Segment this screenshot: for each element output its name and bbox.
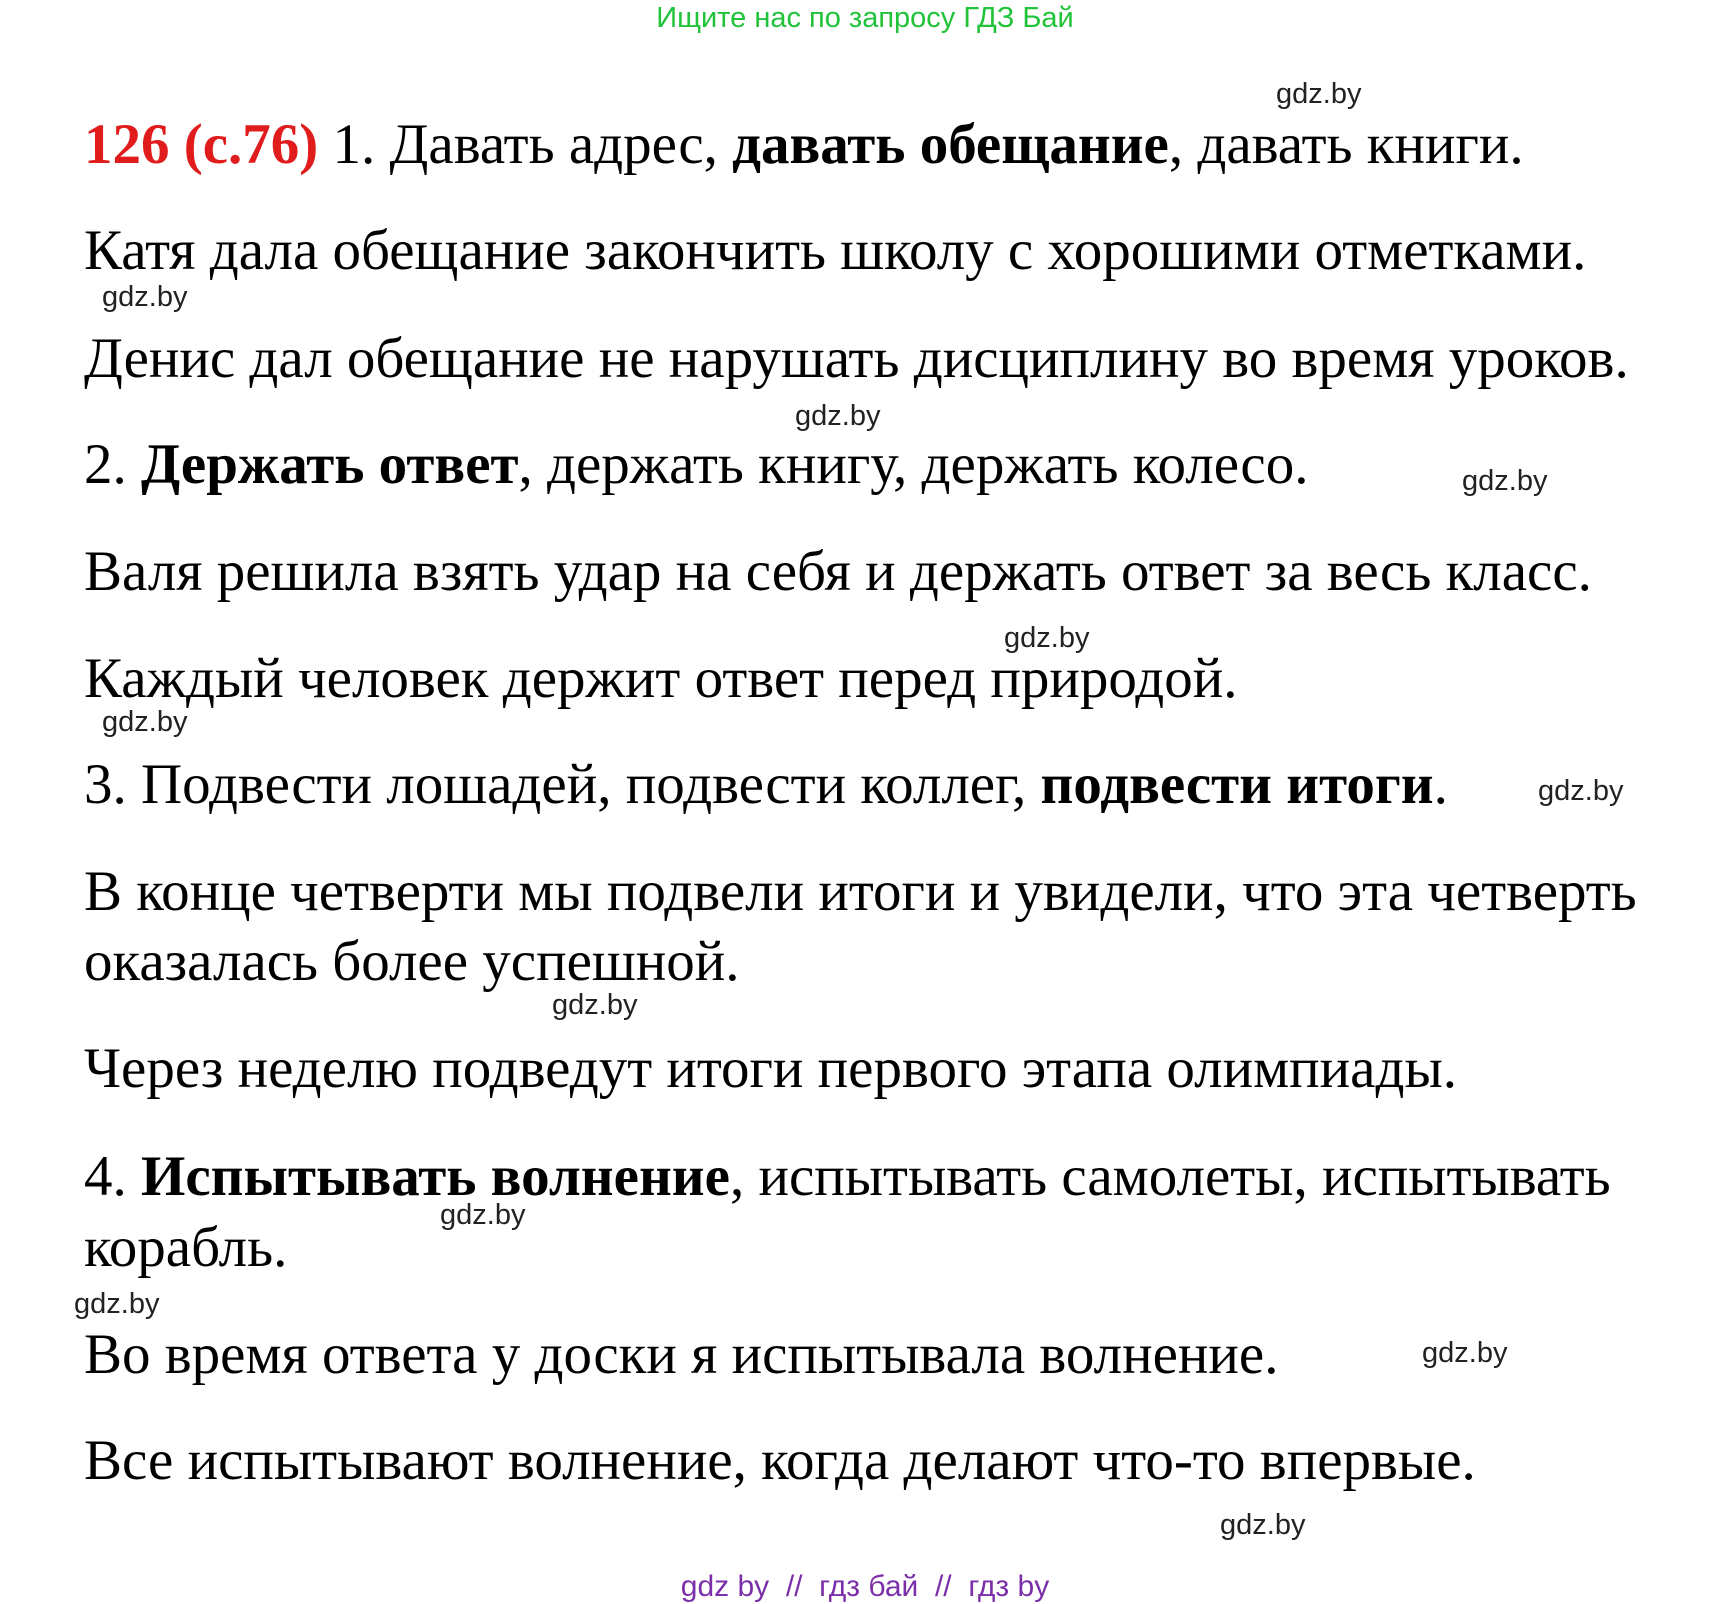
sentence-1b: Денис дал обещание не нарушать дисциплину во время уроков. (84, 327, 1629, 390)
item-3-line (84, 750, 1448, 820)
item-2-prefix: 2. (84, 433, 141, 496)
item-2-line (84, 430, 1308, 500)
sentence-4a: Во время ответа у доски я испытывала волнение. (84, 1323, 1279, 1386)
watermark: gdz.by (102, 706, 188, 738)
item-1-prefix: 1. Давать адрес, (318, 113, 733, 176)
item-4-bold: Испытывать волнение (141, 1145, 730, 1208)
watermark: gdz.by (440, 1199, 526, 1231)
item-3-suffix: . (1433, 753, 1448, 816)
item-1-bold: давать обещание (732, 113, 1169, 176)
item-4-line-2: корабль. (84, 1216, 288, 1279)
item-3-bold: подвести итоги (1040, 753, 1434, 816)
footer-watermark: gdz by // гдз бай // гдз by (680, 1570, 1050, 1603)
item-4-prefix: 4. (84, 1145, 141, 1208)
sentence-3b: Через неделю подведут итоги первого этапа олимпиады. (84, 1037, 1458, 1100)
watermark: gdz.by (552, 989, 638, 1021)
watermark: gdz.by (102, 281, 188, 313)
sentence-2b: Каждый человек держит ответ перед природой. (84, 647, 1238, 710)
item-3-prefix: 3. Подвести лошадей, подвести коллег, (84, 753, 1041, 816)
item-4-line (84, 1142, 1611, 1212)
item-1-suffix: , давать книги. (1168, 113, 1524, 176)
header-banner: Ищите нас по запросу ГДЗ Бай (656, 2, 1074, 34)
sentence-4b: Все испытывают волнение, когда делают что-то впервые. (84, 1429, 1476, 1492)
watermark: gdz.by (1276, 78, 1362, 110)
sentence-3a-line-2: оказалась более успешной. (84, 930, 740, 993)
watermark: gdz.by (795, 400, 881, 432)
item-4-suffix: , испытывать самолеты, испытывать (729, 1145, 1611, 1208)
watermark: gdz.by (1462, 465, 1548, 497)
watermark: gdz.by (1422, 1337, 1508, 1369)
item-2-bold: Держать ответ (141, 433, 519, 496)
watermark: gdz.by (1538, 775, 1624, 807)
item-2-suffix: , держать книгу, держать колесо. (518, 433, 1309, 496)
item-1-line (84, 110, 1524, 180)
watermark: gdz.by (1220, 1509, 1306, 1541)
sentence-1a: Катя дала обещание закончить школу с хорошими отметками. (84, 219, 1587, 282)
sentence-3a-line-1: В конце четверти мы подвели итоги и увидели, что эта четверть (84, 860, 1637, 923)
task-number: 126 (с.76) (84, 113, 319, 176)
sentence-2a: Валя решила взять удар на себя и держать ответ за весь класс. (84, 540, 1592, 603)
watermark: gdz.by (74, 1288, 160, 1320)
watermark: gdz.by (1004, 622, 1090, 654)
